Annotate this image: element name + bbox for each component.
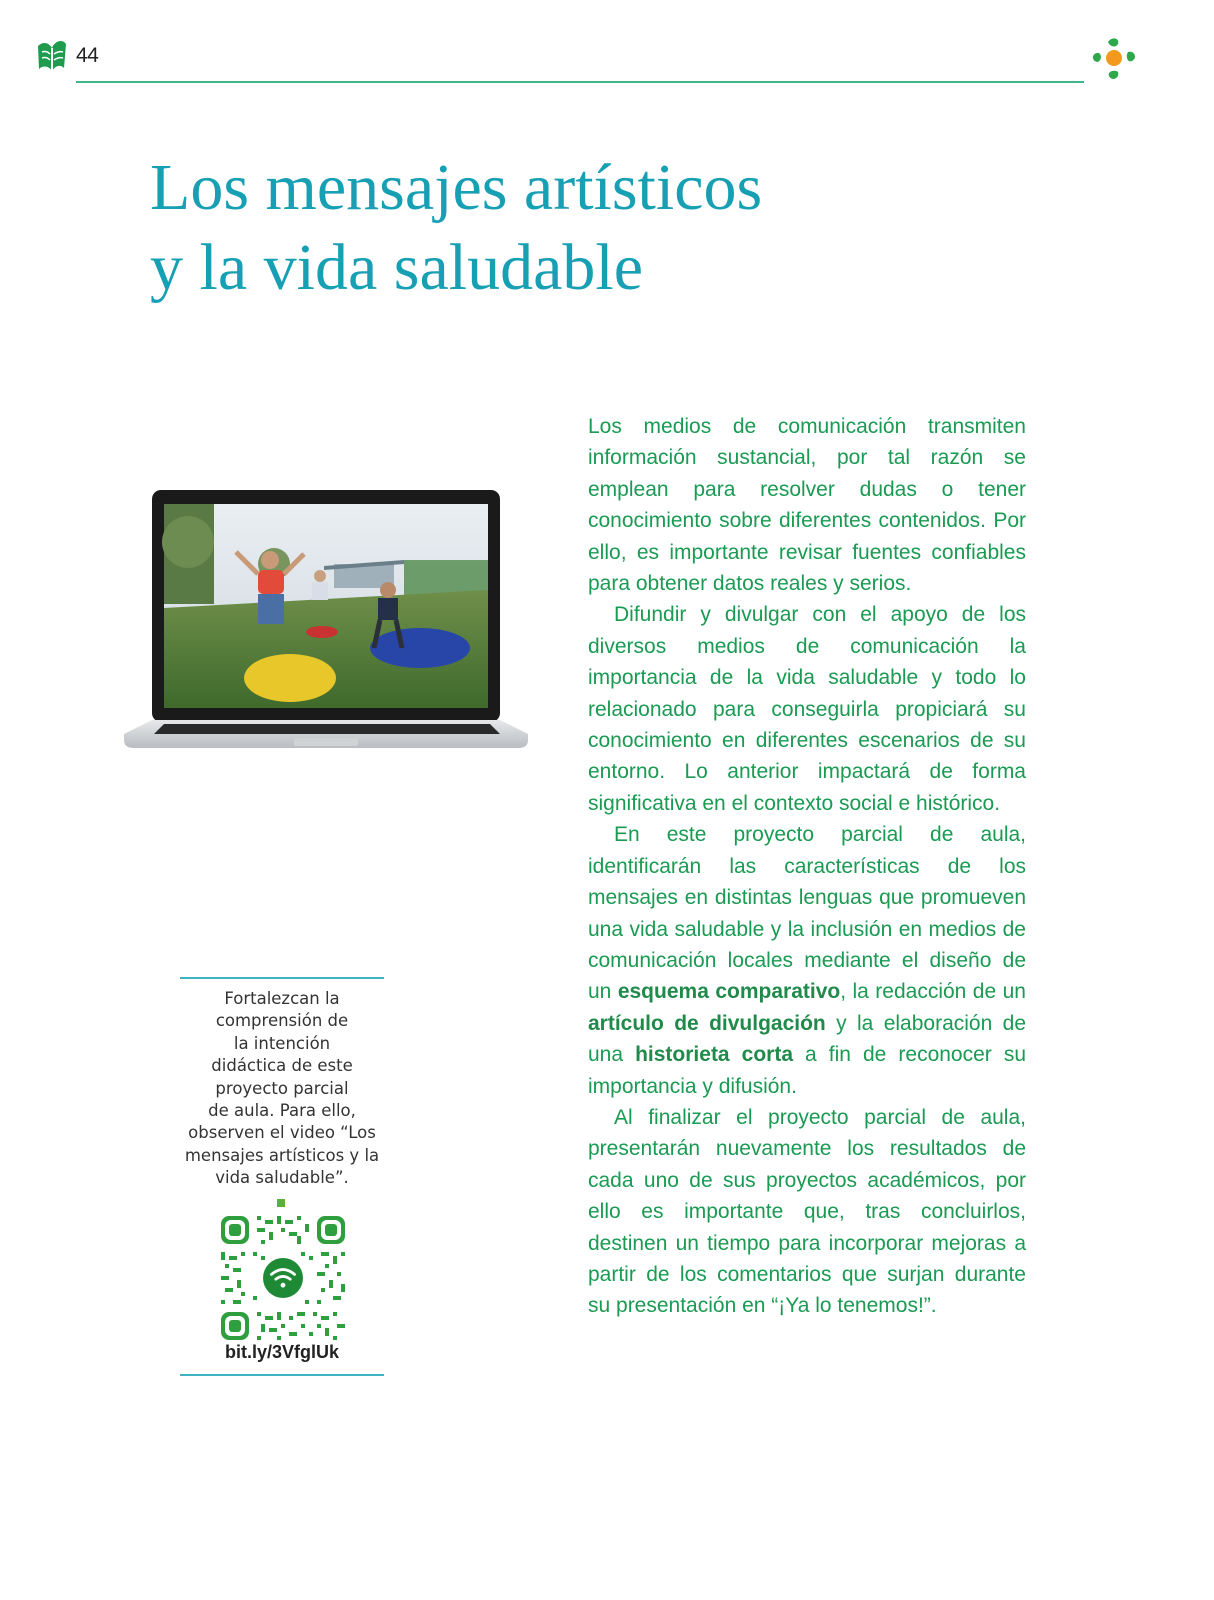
paragraph-4: Al finalizar el proyecto parcial de aula, presentarán nuevamente los resultados de cada uno de sus proyectos académicos, por ello es importante que, tras concluirlos, destinen un tiempo para incorporar mejoras a partir de los comentarios que surjan durante su presentación en “¡Ya lo tenemos!”. [588, 1105, 1026, 1318]
paragraph-3 [588, 819, 1026, 1102]
bullet-square [277, 1199, 285, 1207]
body-text [588, 411, 1026, 1322]
sidebar-divider-top [180, 977, 384, 979]
book-icon [36, 38, 68, 74]
header-divider [76, 81, 1084, 83]
sidebar-divider-bottom [180, 1374, 384, 1376]
bold-term-comic: historieta corta [635, 1043, 794, 1067]
qr-code[interactable] [221, 1216, 345, 1340]
bold-term-comparative-scheme: esquema comparativo [617, 980, 841, 1004]
paragraph-1: Los medios de comunicación transmiten información sustancial, por tal razón se emplean para resolver dudas o tener conocimiento sobre diferentes contenidos. Por ello, es importante revisar fuentes confiables para obtener datos reales y serios. [588, 415, 1026, 596]
title-line-1: Los mensajes artísticos [150, 151, 763, 224]
bold-term-article: artículo de divulgación [588, 1011, 826, 1035]
page-title [150, 148, 910, 308]
page-number: 44 [76, 44, 99, 67]
qr-link[interactable]: bit.ly/3VfglUk [224, 1342, 340, 1362]
paragraph-3-text: , la redacción de un [840, 980, 1026, 1004]
paragraph-3-text: En este proyecto parcial de aula, identificarán las características de los mensajes en distintas lenguas que promueven una vida saludable y la inclusión en medios de comunicación locales mediante el diseño de un [588, 823, 1026, 1004]
flower-logo-icon [1088, 32, 1140, 84]
paragraph-2: Difundir y divulgar con el apoyo de los diversos medios de comunicación la importancia de la vida saludable y todo lo relacionado para conseguirla propiciará su conocimiento en diferentes escenarios de su entorno. Lo anterior impactará de forma significativa en el contexto social e histórico. [588, 603, 1026, 815]
title-line-2: y la vida saludable [150, 231, 644, 304]
paragraph-3-text: a fin de reconocer su importancia y difusión. [588, 1043, 1027, 1098]
laptop-photo [124, 490, 540, 780]
sidebar-note: Fortalezcan la comprensión de la intención didáctica de este proyecto parcial de aula. Para ello, observen el video “Los mensajes artísticos y la vida saludable”. [184, 989, 380, 1188]
paragraph-3-text: y la elaboración de una [588, 1011, 1026, 1067]
